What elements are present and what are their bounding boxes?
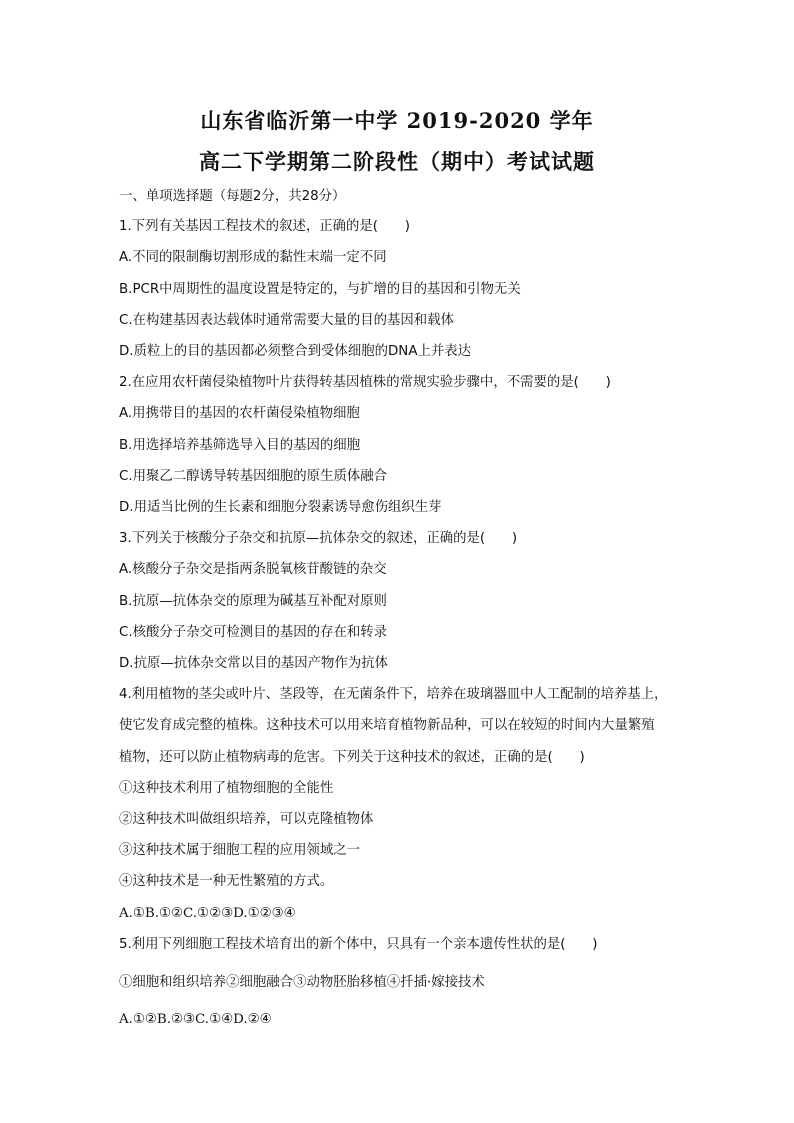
question-4-statement-2: ②这种技术叫做组织培养，可以克隆植物体 — [119, 812, 374, 827]
question-1-option-d: D.质粒上的目的基因都必须整合到受体细胞的DNA上并表达 — [119, 344, 472, 359]
question-5-answer-options: A.①②B.②③C.①④D.②④ — [119, 1012, 272, 1027]
question-5-stem: 5.利用下列细胞工程技术培育出的新个体中，只具有一个亲本遗传性状的是( ) — [119, 937, 598, 952]
question-2-option-a: A.用携带目的基因的农杆菌侵染植物细胞 — [119, 406, 360, 421]
question-1-option-b: B.PCR中周期性的温度设置是特定的，与扩增的目的基因和引物无关 — [119, 282, 521, 297]
question-5-statements: ①细胞和组织培养②细胞融合③动物胚胎移植④扦插·嫁接技术 — [119, 975, 485, 990]
document-title-line-1: 山东省临沂第一中学 2019-2020 学年 — [200, 108, 594, 133]
question-3-option-d: D.抗原—抗体杂交常以目的基因产物作为抗体 — [119, 656, 388, 671]
question-4-stem-line-2: 使它发育成完整的植株。这种技术可以用来培育植物新品种，可以在较短的时间内大量繁殖 — [119, 718, 655, 733]
question-4-answer-options: A.①B.①②C.①②③D.①②③④ — [119, 906, 296, 921]
question-4-stem-line-1: 4.利用植物的茎尖或叶片、茎段等，在无菌条件下，培养在玻璃器皿中人工配制的培养基上， — [119, 687, 668, 702]
question-3-option-c: C.核酸分子杂交可检测目的基因的存在和转录 — [119, 625, 388, 640]
question-1-option-c: C.在构建基因表达载体时通常需要大量的目的基因和载体 — [119, 313, 454, 328]
question-2-stem: 2.在应用农杆菌侵染植物叶片获得转基因植株的常规实验步骤中，不需要的是( ) — [119, 375, 611, 390]
question-3-option-b: B.抗原—抗体杂交的原理为碱基互补配对原则 — [119, 594, 387, 609]
question-2-option-d: D.用适当比例的生长素和细胞分裂素诱导愈伤组织生芽 — [119, 500, 442, 515]
question-3-stem: 3.下列关于核酸分子杂交和抗原—抗体杂交的叙述，正确的是( ) — [119, 531, 518, 546]
question-1-stem: 1.下列有关基因工程技术的叙述，正确的是( ) — [119, 219, 411, 234]
question-4-stem-line-3: 植物，还可以防止植物病毒的危害。下列关于这种技术的叙述，正确的是( ) — [119, 750, 585, 765]
question-1-option-a: A.不同的限制酶切割形成的黏性末端一定不同 — [119, 250, 387, 265]
document-title-line-2: 高二下学期第二阶段性（期中）考试试题 — [199, 149, 595, 174]
question-2-option-c: C.用聚乙二醇诱导转基因细胞的原生质体融合 — [119, 469, 388, 484]
question-2-option-b: B.用选择培养基筛选导入目的基因的细胞 — [119, 438, 361, 453]
question-3-option-a: A.核酸分子杂交是指两条脱氧核苷酸链的杂交 — [119, 562, 387, 577]
question-4-statement-4: ④这种技术是一种无性繁殖的方式。 — [119, 874, 334, 889]
question-4-statement-3: ③这种技术属于细胞工程的应用领域之一 — [119, 843, 361, 858]
question-4-statement-1: ①这种技术利用了植物细胞的全能性 — [119, 781, 334, 796]
section-heading: 一、单项选择题（每题2分，共28分） — [119, 189, 346, 204]
